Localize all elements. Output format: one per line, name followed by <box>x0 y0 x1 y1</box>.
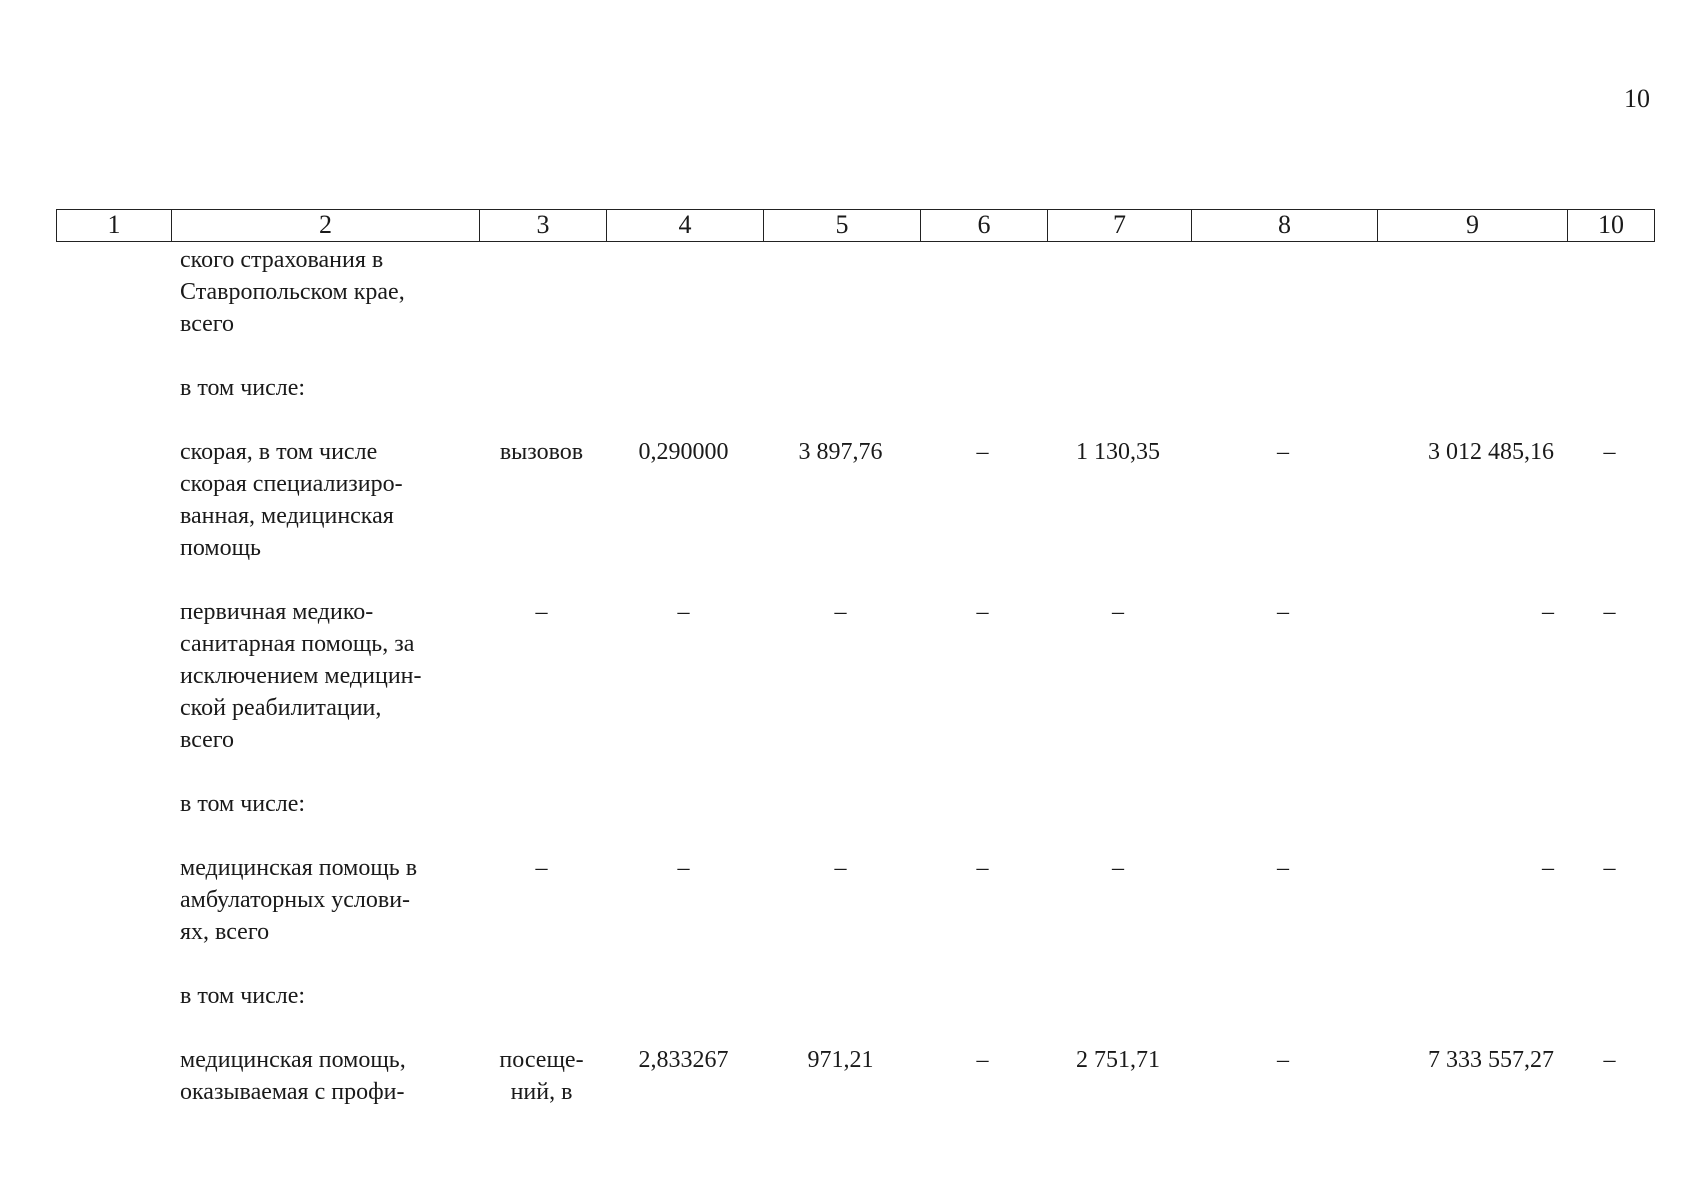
table-row <box>56 372 1653 404</box>
cell-col-7: 2 751,71 <box>1076 1047 1160 1073</box>
header-col-4: 4 <box>606 210 763 241</box>
cell-col-10: – <box>1603 439 1616 465</box>
table-row <box>56 1044 1653 1108</box>
cell-col-5: – <box>834 855 847 881</box>
cell-col-4: 0,290000 <box>638 439 729 465</box>
header-col-8: 8 <box>1191 210 1377 241</box>
cell-col-8: – <box>1277 855 1289 881</box>
cell-col-9: – <box>1542 855 1554 881</box>
cell-col-10: – <box>1603 1047 1616 1073</box>
row-description <box>170 1044 478 1108</box>
header-col-3: 3 <box>479 210 606 241</box>
cell-unit <box>478 1044 605 1108</box>
description-line: в том числе: <box>180 791 306 817</box>
cell-col-5: – <box>834 599 847 625</box>
header-col-6: 6 <box>920 210 1047 241</box>
table-row <box>56 596 1653 756</box>
cell-col-4: – <box>677 599 690 625</box>
cell-col-6: – <box>976 1047 989 1073</box>
table-body <box>56 244 1653 1108</box>
table-row <box>56 244 1653 340</box>
cell-col-9: – <box>1542 599 1554 625</box>
description-line: скорая, в том числе <box>180 439 378 465</box>
cell-unit: – <box>535 855 548 881</box>
description-line: медицинская помощь в <box>180 855 418 881</box>
cell-col-4: – <box>677 855 690 881</box>
row-description <box>180 788 472 820</box>
description-line: скорая специализиро- <box>180 471 403 497</box>
cell-col-10: – <box>1603 855 1616 881</box>
row-description <box>170 596 478 756</box>
cell-col-9: 3 012 485,16 <box>1428 439 1554 465</box>
description-line: амбулаторных услови- <box>180 887 411 913</box>
cell-col-5: 3 897,76 <box>798 439 883 465</box>
description-line: всего <box>180 727 235 753</box>
table-row <box>56 980 1653 1012</box>
row-description <box>170 436 478 564</box>
header-col-2: 2 <box>171 210 479 241</box>
cell-col-8: – <box>1277 599 1289 625</box>
cell-col-7: 1 130,35 <box>1076 439 1160 465</box>
description-line: ях, всего <box>180 919 270 945</box>
row-description <box>180 244 472 340</box>
description-line: оказываемая с профи- <box>180 1079 405 1105</box>
cell-col-7: – <box>1112 855 1124 881</box>
cell-col-9: 7 333 557,27 <box>1428 1047 1554 1073</box>
header-col-7: 7 <box>1047 210 1191 241</box>
description-line: всего <box>180 311 235 337</box>
description-line: первичная медико- <box>180 599 374 625</box>
header-col-10: 10 <box>1567 210 1654 241</box>
header-col-1: 1 <box>107 210 121 239</box>
header-col-5: 5 <box>763 210 920 241</box>
row-description <box>170 852 478 948</box>
unit-line: посеще- <box>499 1047 584 1073</box>
cell-col-8: – <box>1277 1047 1289 1073</box>
description-line: санитарная помощь, за <box>180 631 415 657</box>
description-line: ской реабилитации, <box>180 695 382 721</box>
description-line: ванная, медицинская <box>180 503 394 529</box>
description-line: помощь <box>180 535 261 561</box>
description-line: исключением медицин- <box>180 663 422 689</box>
table-row <box>56 436 1653 564</box>
cell-unit: вызовов <box>499 439 584 465</box>
cell-col-6: – <box>976 599 989 625</box>
cell-col-8: – <box>1277 439 1289 465</box>
cell-col-5: 971,21 <box>807 1047 874 1073</box>
row-description <box>180 372 472 404</box>
description-line: ского страхования в <box>180 247 384 273</box>
cell-col-7: – <box>1112 599 1124 625</box>
table-row <box>56 788 1653 820</box>
description-line: в том числе: <box>180 375 306 401</box>
description-line: медицинская помощь, <box>180 1047 406 1073</box>
table-header-row <box>56 209 1655 242</box>
unit-line: ний, в <box>510 1079 573 1105</box>
cell-unit: – <box>535 599 548 625</box>
cell-col-6: – <box>976 439 989 465</box>
table-row <box>56 852 1653 948</box>
cell-col-6: – <box>976 855 989 881</box>
page-number: 10 <box>1624 84 1650 113</box>
description-line: Ставропольском крае, <box>180 279 405 305</box>
header-col-9: 9 <box>1377 210 1567 241</box>
cell-col-4: 2,833267 <box>638 1047 729 1073</box>
row-description <box>180 980 472 1012</box>
description-line: в том числе: <box>180 983 306 1009</box>
cell-col-10: – <box>1603 599 1616 625</box>
